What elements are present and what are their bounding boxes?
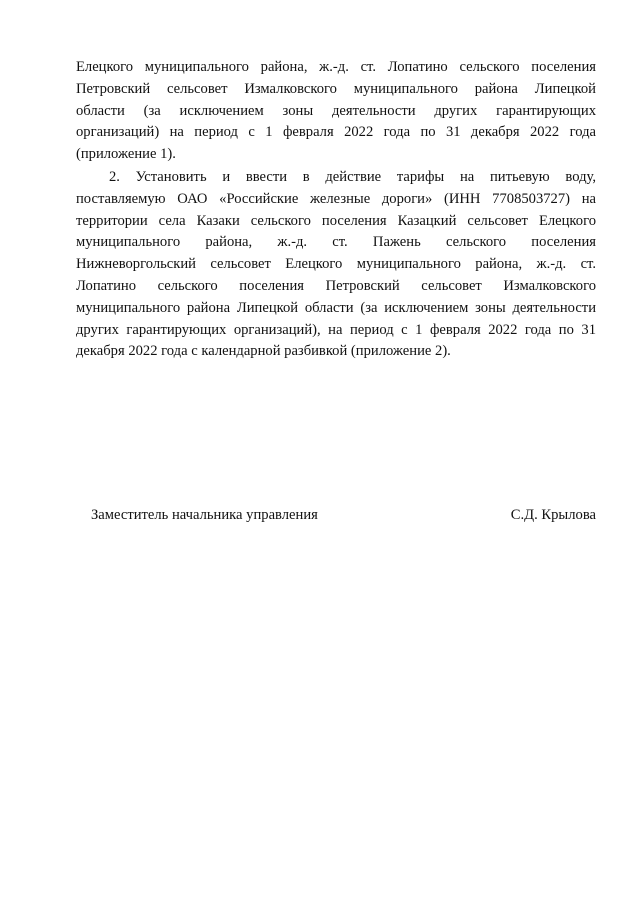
- signatory-name: С.Д. Крылова: [510, 507, 596, 523]
- paragraph-2-line: Нижневоргольский сельсовет Елецкого муниципального района, ж.-д. ст.: [76, 256, 596, 273]
- paragraph-2-line: других гарантирующих организаций), на период с 1 февраля 2022 года по 31: [76, 321, 596, 338]
- paragraph-1-line: Елецкого муниципального района, ж.-д. ст. Лопатино сельского поселения: [76, 59, 596, 75]
- paragraph-2-line: поставляемую ОАО «Российские железные дороги» (ИНН 7708503727) на: [76, 190, 596, 207]
- paragraph-2-line: территории села Казаки сельского поселения Казацкий сельсовет Елецкого: [76, 212, 596, 229]
- paragraph-1-line: области (за исключением зоны деятельности других гарантирующих: [76, 102, 596, 119]
- paragraph-1-line: организаций) на период с 1 февраля 2022 года по 31 декабря 2022 года: [76, 124, 596, 141]
- paragraph-2-line: муниципального района, ж.-д. ст. Пажень сельского поселения: [76, 234, 596, 251]
- paragraph-2-line: Лопатино сельского поселения Петровский сельсовет Измалковского: [76, 277, 596, 294]
- paragraph-2-line: декабря 2022 года с календарной разбивкой (приложение 2).: [76, 343, 451, 360]
- signatory-position: Заместитель начальника управления: [91, 507, 318, 523]
- paragraph-1: [76, 57, 596, 166]
- paragraph-2-line: муниципального района Липецкой области (за исключением зоны деятельности: [76, 299, 596, 316]
- paragraph-2: [76, 167, 596, 363]
- paragraph-1-line: Петровский сельсовет Измалковского муниципального района Липецкой: [76, 80, 596, 97]
- paragraph-1-line: (приложение 1).: [76, 146, 176, 163]
- paragraph-2-line: 2. Установить и ввести в действие тарифы на питьевую воду,: [109, 169, 596, 185]
